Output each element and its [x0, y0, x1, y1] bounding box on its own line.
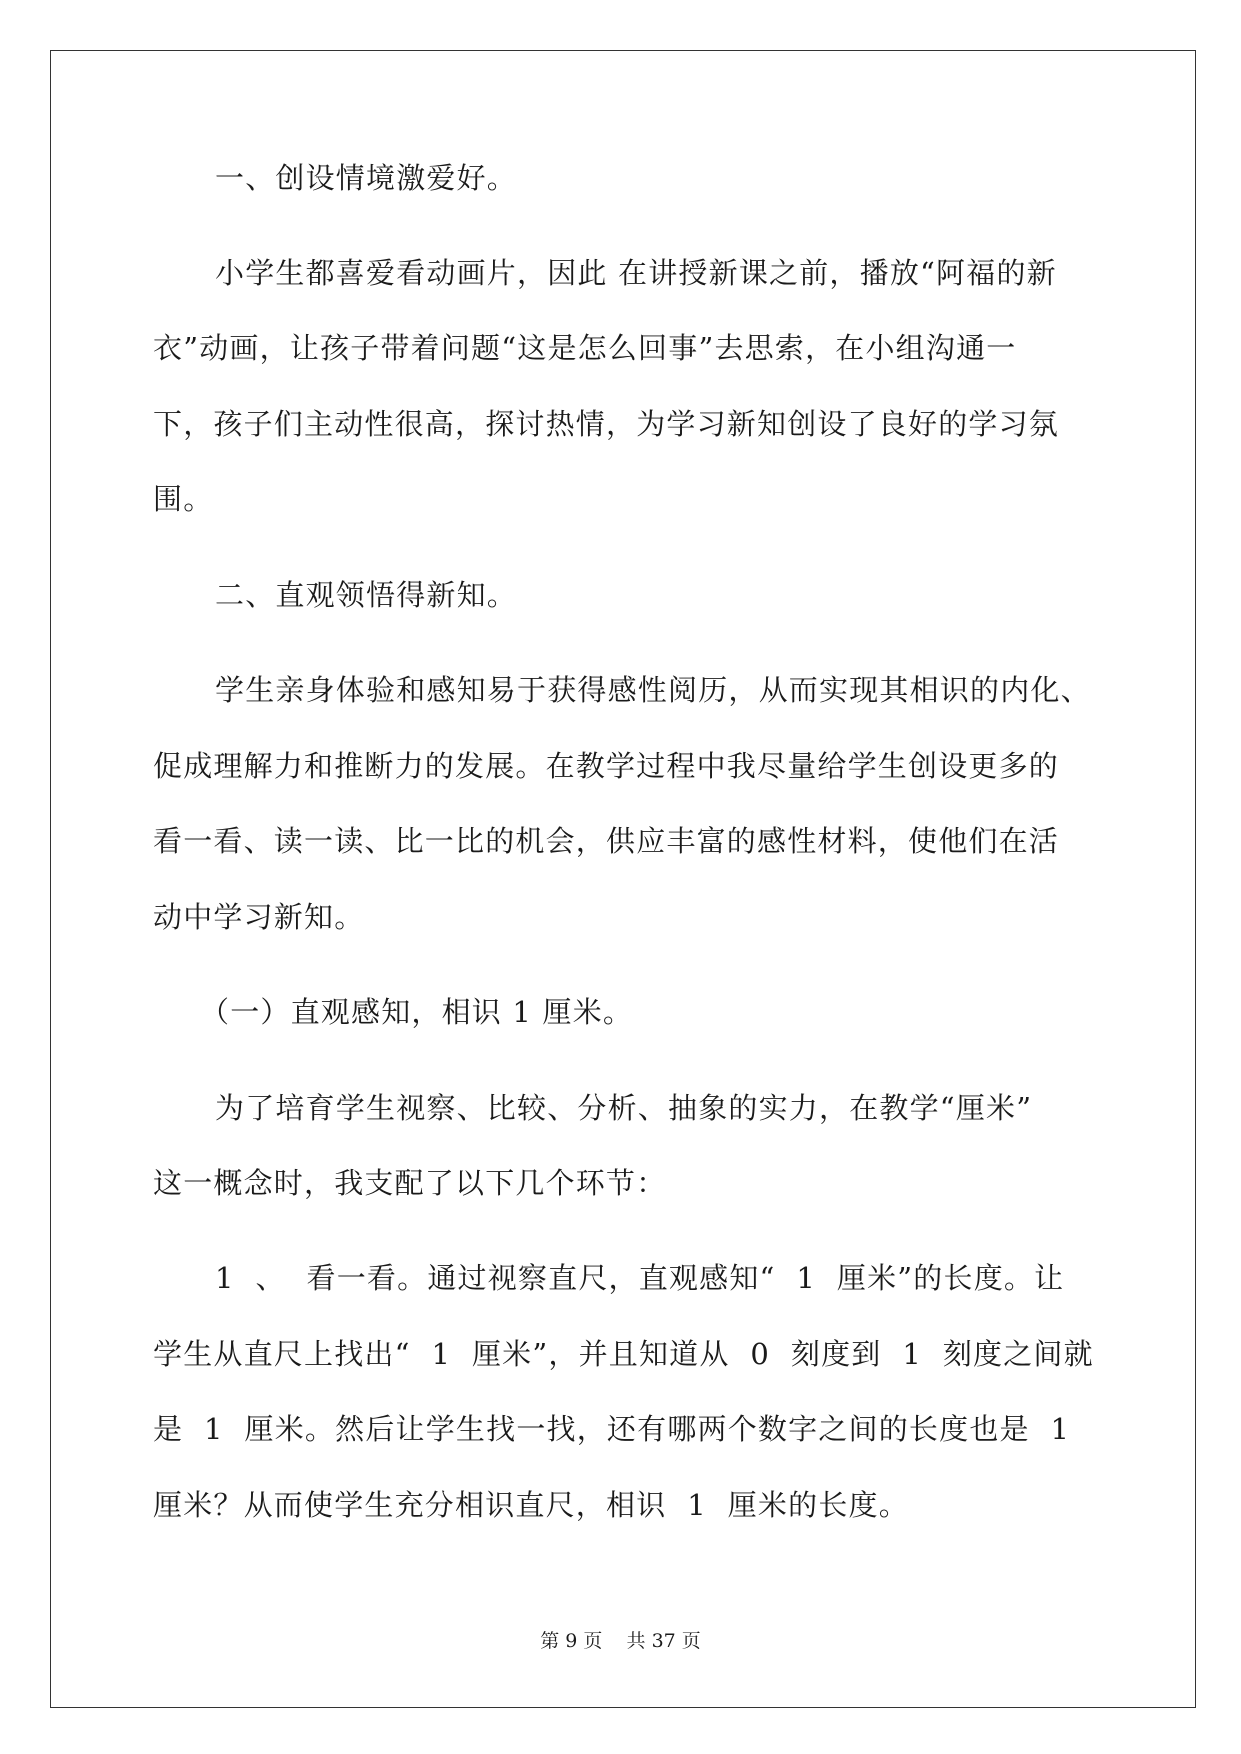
paragraph-line: 厘米？从而使学生充分相识直尺，相识 1 厘米的长度。	[153, 1488, 909, 1522]
paragraph-line: 这一概念时，我支配了以下几个环节：	[153, 1166, 667, 1200]
paragraph-line: 是 1 厘米。然后让学生找一找，还有哪两个数字之间的长度也是 1	[153, 1412, 1071, 1446]
paragraph-line: 学生从直尺上找出“ 1 厘米”，并且知道从 0 刻度到 1 刻度之间就	[153, 1337, 1094, 1371]
paragraph-line: 1 、 看一看。通过视察直尺，直观感知“ 1 厘米”的长度。让	[215, 1261, 1065, 1295]
paragraph-line: 看一看、读一读、比一比的机会，供应丰富的感性材料，使他们在活	[153, 824, 1060, 858]
page-number-footer: 第 9 页 共 37 页	[540, 1630, 701, 1652]
paragraph-line: 动中学习新知。	[153, 900, 365, 934]
paragraph-line: 为了培育学生视察、比较、分析、抽象的实力，在教学“厘米”	[215, 1091, 1033, 1125]
paragraph-line: 下，孩子们主动性很高，探讨热情，为学习新知创设了良好的学习氛	[153, 407, 1060, 441]
subsection-heading: （一）直观感知，相识 1 厘米。	[200, 995, 634, 1029]
paragraph-line: 学生亲身体验和感知易于获得感性阅历，从而实现其相识的内化、	[215, 673, 1091, 707]
section-heading-2: 二、直观领悟得新知。	[215, 578, 518, 612]
page-border	[50, 50, 1196, 1708]
paragraph-line: 围。	[153, 482, 214, 516]
paragraph-line: 衣”动画，让孩子带着问题“这是怎么回事”去思索，在小组沟通一	[153, 331, 1017, 365]
section-heading-1: 一、创设情境激爱好。	[215, 161, 518, 195]
paragraph-line: 小学生都喜爱看动画片，因此 在讲授新课之前，播放“阿福的新	[215, 256, 1057, 290]
paragraph-line: 促成理解力和推断力的发展。在教学过程中我尽量给学生创设更多的	[153, 749, 1060, 783]
